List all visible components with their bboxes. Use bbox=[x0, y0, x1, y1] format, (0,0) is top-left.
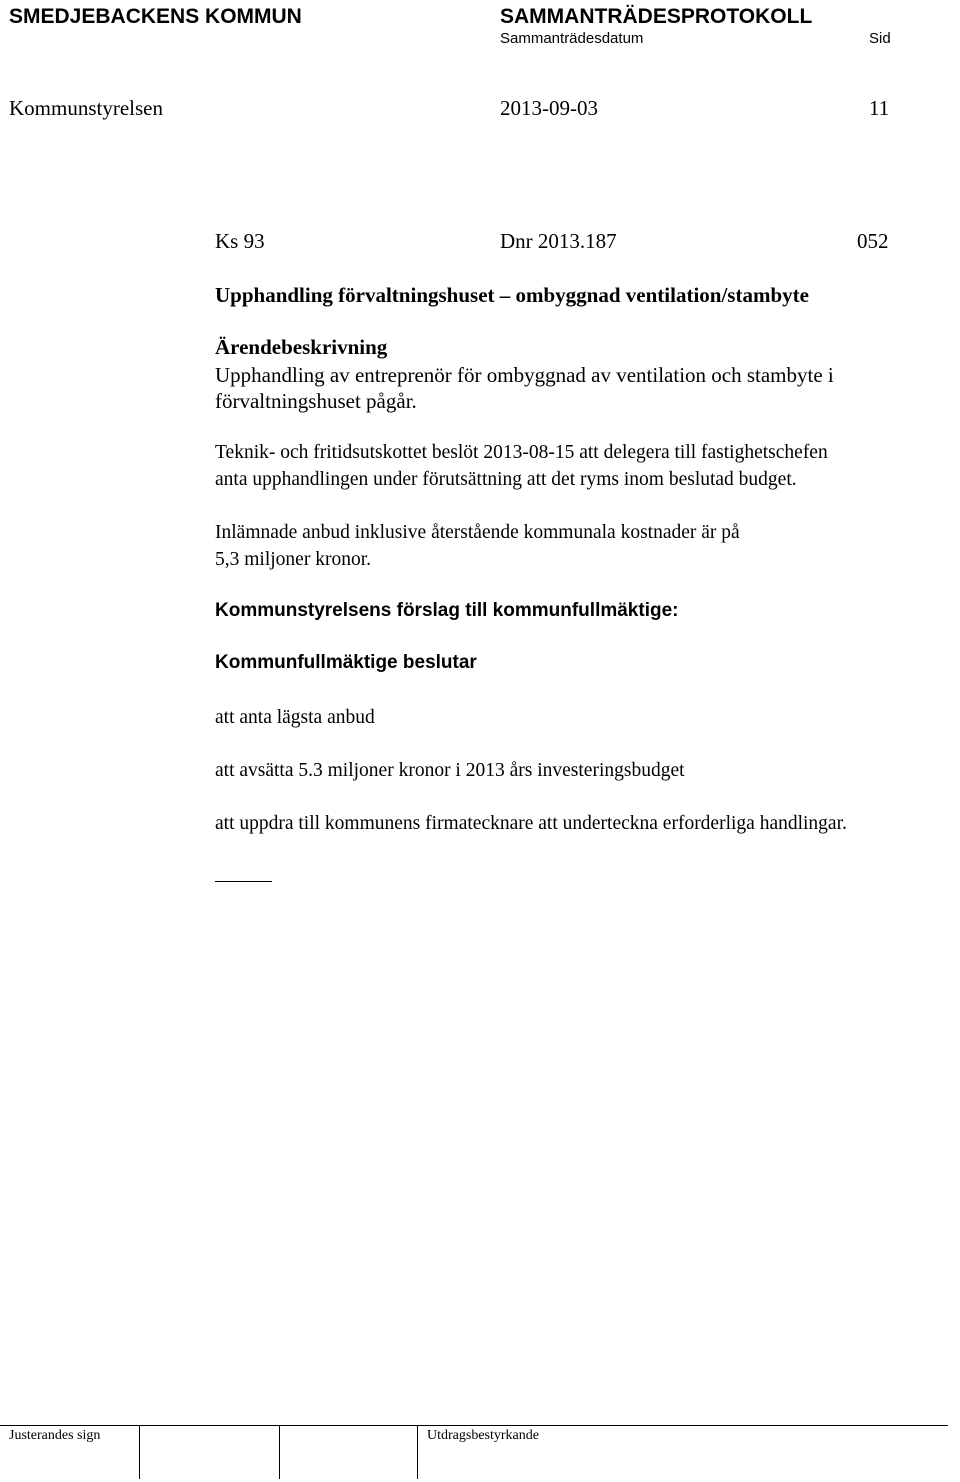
description-line: Upphandling av entreprenör för ombyggnad av ventilation och stambyte i bbox=[215, 363, 834, 387]
end-rule bbox=[215, 881, 272, 882]
signature-label: Justerandes sign bbox=[9, 1428, 101, 1443]
page-label: Sid bbox=[869, 30, 891, 47]
decision-item: att avsätta 5.3 miljoner kronor i 2013 års investeringsbudget bbox=[215, 760, 685, 781]
description-line: förvaltningshuset pågår. bbox=[215, 389, 417, 413]
date-label: Sammanträdesdatum bbox=[500, 30, 644, 47]
case-title: Upphandling förvaltningshuset – ombyggnad ventilation/stambyte bbox=[215, 283, 809, 307]
paragraph-line: Inlämnade anbud inklusive återstående kommunala kostnader är på bbox=[215, 522, 740, 543]
footer-top-rule bbox=[0, 1425, 948, 1426]
diary-number: Dnr 2013.187 bbox=[500, 229, 617, 253]
case-number: Ks 93 bbox=[215, 229, 265, 253]
paragraph-line: Teknik- och fritidsutskottet beslöt 2013-08-15 att delegera till fastighetschefen bbox=[215, 442, 828, 463]
doc-type: SAMMANTRÄDESPROTOKOLL bbox=[500, 5, 813, 28]
description-heading: Ärendebeskrivning bbox=[215, 335, 388, 359]
footer-col-divider bbox=[279, 1425, 280, 1479]
org-name: SMEDJEBACKENS KOMMUN bbox=[9, 5, 302, 28]
footer-col-divider bbox=[139, 1425, 140, 1479]
footer-col-divider bbox=[417, 1425, 418, 1479]
decision-item: att uppdra till kommunens firmatecknare att underteckna erforderliga handlingar. bbox=[215, 813, 847, 834]
decision-item: att anta lägsta anbud bbox=[215, 707, 375, 728]
page-number: 11 bbox=[869, 96, 890, 120]
meeting-date: 2013-09-03 bbox=[500, 96, 598, 120]
decision-heading: Kommunfullmäktige beslutar bbox=[215, 652, 477, 673]
paragraph-line: anta upphandlingen under förutsättning att det ryms inom beslutad budget. bbox=[215, 469, 797, 490]
case-code: 052 bbox=[857, 229, 889, 253]
paragraph-line: 5,3 miljoner kronor. bbox=[215, 549, 371, 570]
committee-name: Kommunstyrelsen bbox=[9, 96, 163, 120]
extract-certification-label: Utdragsbestyrkande bbox=[427, 1428, 539, 1443]
proposal-heading: Kommunstyrelsens förslag till kommunfullmäktige: bbox=[215, 600, 679, 621]
